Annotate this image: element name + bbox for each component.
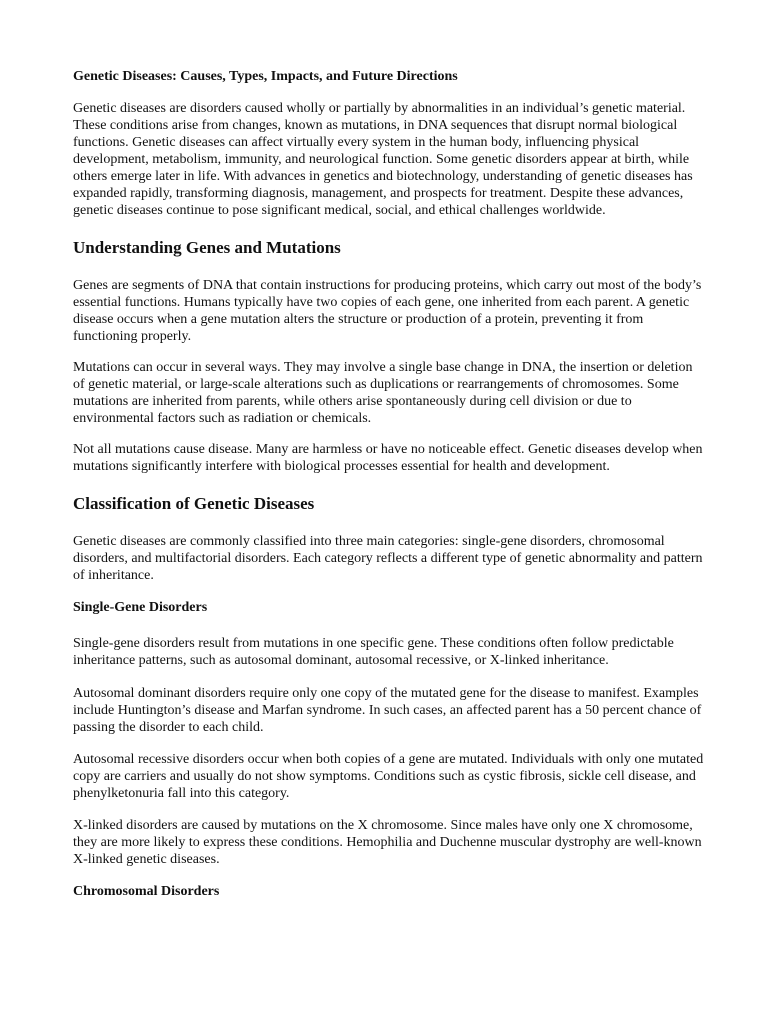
subsection-heading-chromosomal: Chromosomal Disorders [73, 884, 220, 899]
section-heading-classification: Classification of Genetic Diseases [73, 494, 315, 513]
paragraph: Autosomal recessive disorders occur when both copies of a gene are mutated. Individuals with only one mutated copy are carriers and usually do not show symptoms. Conditions such as cystic fibrosis, sickle cell disease, and phenylketonuria fall into this category. [73, 752, 704, 801]
paragraph: Single-gene disorders result from mutations in one specific gene. These conditions often follow predictable inheritance patterns, such as autosomal dominant, autosomal recessive, or X-linked inheritance. [73, 636, 674, 668]
paragraph: Mutations can occur in several ways. They may involve a single base change in DNA, the insertion or deletion of genetic material, or large-scale alterations such as duplications or rearrangements of chromosomes. Some mutations are inherited from parents, while others arise spontaneously during cell division or due to environmental factors such as radiation or chemicals. [73, 360, 693, 426]
subsection-heading-single-gene: Single-Gene Disorders [73, 600, 208, 615]
paragraph: X-linked disorders are caused by mutations on the X chromosome. Since males have only one X chromosome, they are more likely to express these conditions. Hemophilia and Duchenne muscular dystrophy are well-known X-linked genetic diseases. [73, 818, 702, 867]
paragraph: Autosomal dominant disorders require only one copy of the mutated gene for the disease to manifest. Examples include Huntington’s disease and Marfan syndrome. In such cases, an affected parent has a 50 percent chance of passing the disorder to each child. [73, 686, 702, 735]
document-title: Genetic Diseases: Causes, Types, Impacts, and Future Directions [73, 69, 458, 84]
intro-paragraph: Genetic diseases are disorders caused wholly or partially by abnormalities in an individual’s genetic material. These conditions arise from changes, known as mutations, in DNA sequences that disrupt normal biological functions. Genetic diseases can affect virtually every system in the human body, influencing physical development, metabolism, immunity, and neurological function. Some genetic disorders appear at birth, while others emerge later in life. With advances in genetics and biotechnology, understanding of genetic diseases has expanded rapidly, transforming diagnosis, management, and prospects for treatment. Despite these advances, genetic diseases continue to pose significant medical, social, and ethical challenges worldwide. [73, 101, 693, 218]
document-page [73, 68, 705, 919]
section-heading-genes-mutations: Understanding Genes and Mutations [73, 238, 341, 257]
paragraph: Genes are segments of DNA that contain instructions for producing proteins, which carry out most of the body’s essential functions. Humans typically have two copies of each gene, one inherited from each parent. A genetic disease occurs when a gene mutation alters the structure or production of a protein, preventing it from functioning properly. [73, 278, 702, 344]
paragraph: Not all mutations cause disease. Many are harmless or have no noticeable effect. Genetic diseases develop when mutations significantly interfere with biological processes essential for health and development. [73, 442, 703, 474]
paragraph: Genetic diseases are commonly classified into three main categories: single-gene disorders, chromosomal disorders, and multifactorial disorders. Each category reflects a different type of genetic abnormality and pattern of inheritance. [73, 534, 703, 583]
